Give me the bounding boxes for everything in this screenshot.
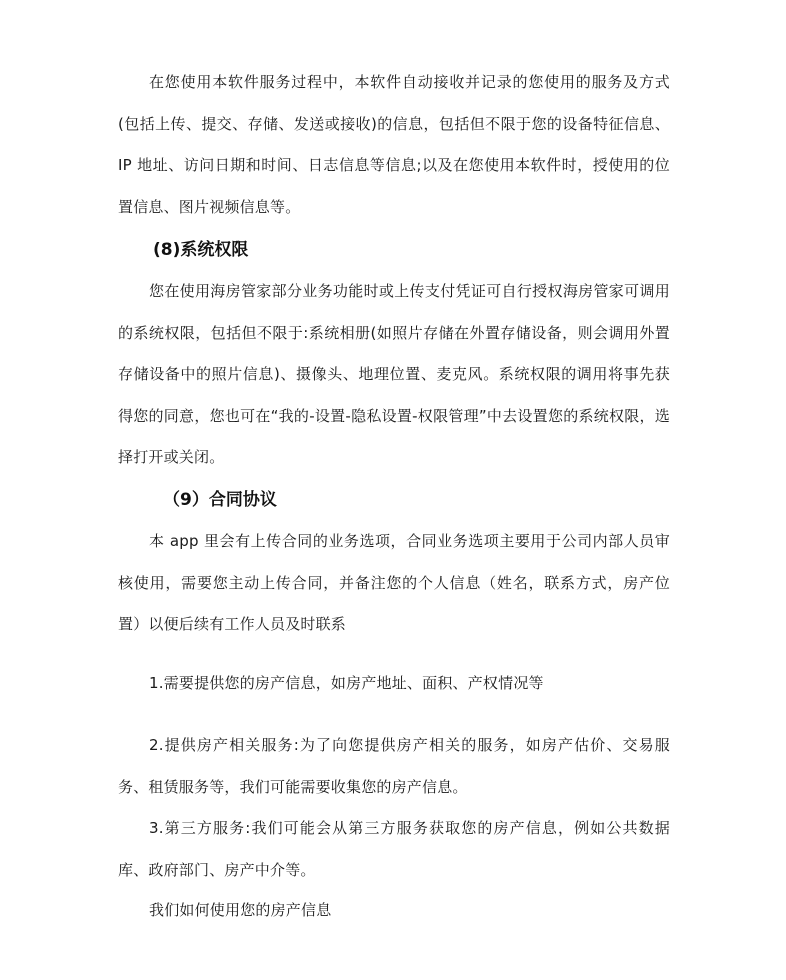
list-item-property-services: 2.提供房产相关服务:为了向您提供房产相关的服务，如房产估价、交易服务、租赁服务等，我们可能需要收集您的房产信息。 xyxy=(118,736,670,796)
section-heading-contract: （9）合同协议 xyxy=(163,490,277,510)
paragraph-permissions: 您在使用海房管家部分业务功能时或上传支付凭证可自行授权海房管家可调用的系统权限，包括但不限于:系统相册(如照片存储在外置存储设备，则会调用外置存储设备中的照片信息)、摄像头、地理位置、麦克风。系统权限的调用将事先获得您的同意，您也可在“我的-设置-隐私设置-权限管理”中去设置您的系统权限，选择打开或关闭。 xyxy=(118,282,670,466)
paragraph-how-use: 我们如何使用您的房产信息 xyxy=(149,901,332,919)
paragraph-contract: 本 app 里会有上传合同的业务选项，合同业务选项主要用于公司内部人员审核使用，需要您主动上传合同，并备注您的个人信息（姓名，联系方式，房产位置）以便后续有工作人员及时联系 xyxy=(118,532,670,633)
list-item-third-party: 3.第三方服务:我们可能会从第三方服务获取您的房产信息，例如公共数据库、政府部门、房产中介等。 xyxy=(118,819,670,879)
list-item-property-info: 1.需要提供您的房产信息，如房产地址、面积、产权情况等 xyxy=(149,674,544,692)
section-heading-permissions: (8)系统权限 xyxy=(153,240,249,260)
paragraph-service-record: 在您使用本软件服务过程中，本软件自动接收并记录的您使用的服务及方式(包括上传、提交、存储、发送或接收)的信息，包括但不限于您的设备特征信息、IP 地址、访问日期和时间、日志信息等信息;以及在您使用本软件时，授使用的位置信息、图片视频信息等。 xyxy=(118,73,670,216)
